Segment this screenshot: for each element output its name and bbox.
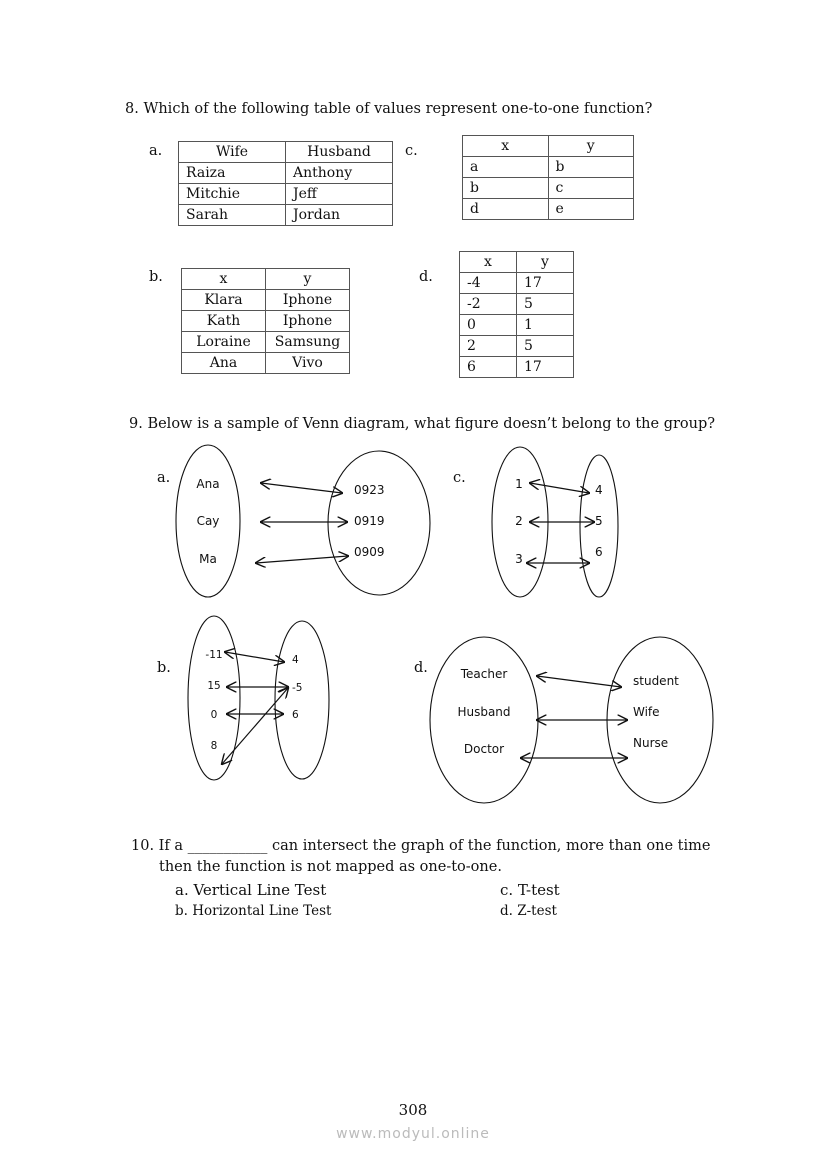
table-cell: d xyxy=(463,199,549,220)
venn-item: 1 xyxy=(515,477,523,491)
table-cell: Loraine xyxy=(182,332,266,353)
arrow xyxy=(225,652,284,662)
table-cell: Sarah xyxy=(179,205,286,226)
table-cell: 1 xyxy=(517,315,574,336)
column-header: y xyxy=(517,252,574,273)
table-cell: Raiza xyxy=(179,163,286,184)
question-9: 9. Below is a sample of Venn diagram, what figure doesn’t belong to the group? xyxy=(129,416,716,432)
venn-b-domain xyxy=(188,616,240,780)
question-8: 8. Which of the following table of values represent one-to-one function? xyxy=(125,101,653,117)
q10-option-c: c. T-test xyxy=(500,881,560,899)
venn-item: 0 xyxy=(210,709,218,721)
table-cell: Jordan xyxy=(286,205,393,226)
table-cell: b xyxy=(548,157,634,178)
q10-option-b: b. Horizontal Line Test xyxy=(175,903,332,919)
venn-item: 5 xyxy=(595,514,603,528)
venn-item: 0919 xyxy=(354,514,385,528)
column-header: x xyxy=(460,252,517,273)
venn-item: Teacher xyxy=(460,667,508,681)
venn-item: 8 xyxy=(210,740,218,752)
option-c-label: c. xyxy=(405,143,418,159)
q10-option-d: d. Z-test xyxy=(500,903,557,919)
table-cell: b xyxy=(463,178,549,199)
table-cell: Iphone xyxy=(266,311,350,332)
page-number: 308 xyxy=(398,1101,428,1119)
arrow xyxy=(256,556,348,563)
venn-b-range xyxy=(275,621,329,779)
venn-item: Wife xyxy=(633,705,660,719)
option-a-label: a. xyxy=(149,143,163,159)
arrow xyxy=(530,483,589,493)
column-header: y xyxy=(266,269,350,290)
table-cell: Anthony xyxy=(286,163,393,184)
venn-a-label: a. xyxy=(157,470,171,486)
watermark: www.modyul.online xyxy=(336,1126,490,1142)
venn-item: 4 xyxy=(595,483,603,497)
column-header: Wife xyxy=(179,142,286,163)
table-cell: -2 xyxy=(460,294,517,315)
table-cell: -4 xyxy=(460,273,517,294)
table-cell: 2 xyxy=(460,336,517,357)
venn-item: -11 xyxy=(205,649,223,661)
venn-d-domain xyxy=(430,637,538,803)
arrow xyxy=(537,676,621,687)
table-cell: Klara xyxy=(182,290,266,311)
venn-item: Ma xyxy=(199,552,217,566)
venn-item: 0909 xyxy=(354,545,385,559)
question-10-line1: 10. If a ___________ can intersect the graph of the function, more than one time xyxy=(131,838,711,854)
venn-item: 3 xyxy=(515,552,523,566)
venn-item: Ana xyxy=(196,477,220,491)
column-header: x xyxy=(463,136,549,157)
table-cell: Jeff xyxy=(286,184,393,205)
venn-item: Cay xyxy=(196,514,220,528)
table-cell: Samsung xyxy=(266,332,350,353)
venn-item: student xyxy=(633,674,679,688)
option-b-label: b. xyxy=(149,269,163,285)
table-cell: 0 xyxy=(460,315,517,336)
table-cell: c xyxy=(548,178,634,199)
table-cell: 5 xyxy=(517,336,574,357)
venn-b-label: b. xyxy=(157,660,171,676)
venn-item: 6 xyxy=(292,709,299,721)
venn-item: -5 xyxy=(292,682,303,694)
venn-item: 4 xyxy=(292,654,299,666)
table-cell: 5 xyxy=(517,294,574,315)
venn-item: 6 xyxy=(595,545,603,559)
column-header: x xyxy=(182,269,266,290)
table-cell: 17 xyxy=(517,357,574,378)
table-cell: Vivo xyxy=(266,353,350,374)
column-header: y xyxy=(548,136,634,157)
table-cell: Iphone xyxy=(266,290,350,311)
venn-item: Husband xyxy=(457,705,511,719)
table-cell: 17 xyxy=(517,273,574,294)
question-10-line2: then the function is not mapped as one-to-one. xyxy=(159,859,502,875)
table-cell: e xyxy=(548,199,634,220)
venn-c-label: c. xyxy=(453,470,466,486)
table-cell: Ana xyxy=(182,353,266,374)
venn-item: Nurse xyxy=(633,736,669,750)
q10-option-a: a. Vertical Line Test xyxy=(175,881,327,899)
table-cell: a xyxy=(463,157,549,178)
venn-d-label: d. xyxy=(414,660,428,676)
table-cell: Mitchie xyxy=(179,184,286,205)
column-header: Husband xyxy=(286,142,393,163)
option-d-label: d. xyxy=(419,269,433,285)
table-cell: Kath xyxy=(182,311,266,332)
table-cell: 6 xyxy=(460,357,517,378)
arrow xyxy=(222,688,288,764)
venn-item: Doctor xyxy=(463,742,505,756)
venn-item: 2 xyxy=(515,514,523,528)
venn-item: 15 xyxy=(207,680,221,692)
arrow xyxy=(261,483,342,493)
venn-item: 0923 xyxy=(354,483,385,497)
